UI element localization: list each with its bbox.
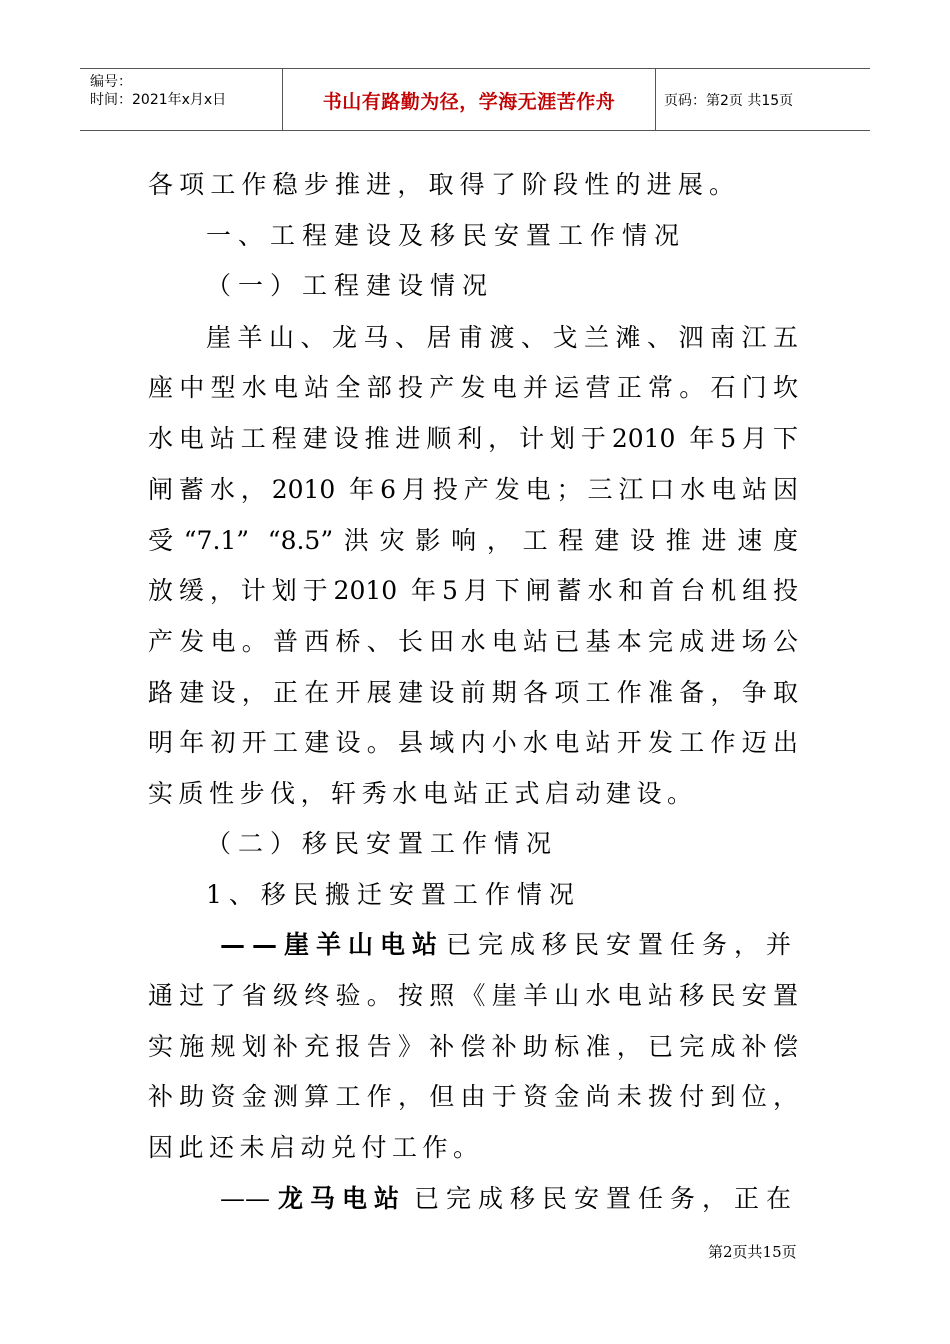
text-line <box>220 1183 798 1215</box>
text-line: 各项工作稳步推进，取得了阶段性的进展。 <box>148 170 734 199</box>
time-label: 时间：2021年x月x日 <box>90 92 227 108</box>
station-name-bold: ——崖羊山电站 <box>220 930 445 959</box>
subsubsection-heading: 1、移民搬迁安置工作情况 <box>206 880 581 909</box>
page-header <box>80 68 870 131</box>
header-motto-cell <box>282 69 656 130</box>
text-line: 补助资金测算工作，但由于资金尚未拨付到位， <box>148 1082 798 1111</box>
text-span: 已完成移民安置任务，并 <box>445 930 798 959</box>
section-heading: 一、工程建设及移民安置工作情况 <box>206 221 687 250</box>
text-line: 路建设，正在开展建设前期各项工作准备，争取 <box>148 678 798 707</box>
em-dash: —— <box>220 1184 270 1213</box>
text-line: 产发电。普西桥、长田水电站已基本完成进场公 <box>148 627 798 656</box>
text-line: 崖羊山、龙马、居甫渡、戈兰滩、泗南江五 <box>206 323 798 352</box>
text-line: 受“7.1” “8.5”洪灾影响，工程建设推进速度 <box>148 526 798 555</box>
text-line: 闸蓄水，2010 年6月投产发电；三江口水电站因 <box>148 475 798 504</box>
subsection-heading: （二）移民安置工作情况 <box>206 829 559 858</box>
text-line <box>220 929 798 961</box>
number-label: 编号： <box>90 74 132 90</box>
text-line: 明年初开工建设。县域内小水电站开发工作迈出 <box>148 728 798 757</box>
header-right-cell <box>655 69 870 130</box>
page-footer: 第2页共15页 <box>708 1243 797 1261</box>
text-line: 实质性步伐，轩秀水电站正式启动建设。 <box>148 779 692 808</box>
text-line: 实施规划补充报告》补偿补助标准，已完成补偿 <box>148 1032 798 1061</box>
text-line: 座中型水电站全部投产发电并运营正常。石门坎 <box>148 373 798 402</box>
text-line: 放缓，计划于2010 年5月下闸蓄水和首台机组投 <box>148 576 798 605</box>
station-name-bold: 龙马电站 <box>277 1184 406 1213</box>
subsection-heading: （一）工程建设情况 <box>206 271 495 300</box>
text-line: 因此还未启动兑付工作。 <box>148 1133 478 1162</box>
header-left-cell <box>80 69 282 130</box>
text-line: 通过了省级终验。按照《崖羊山水电站移民安置 <box>148 981 798 1010</box>
text-span: 已完成移民安置任务，正在 <box>413 1184 798 1213</box>
header-motto: 书山有路勤为径，学海无涯苦作舟 <box>322 91 616 113</box>
text-line: 水电站工程建设推进顺利，计划于2010 年5月下 <box>148 424 798 453</box>
header-page-label: 页码：第2页 共15页 <box>664 93 794 109</box>
